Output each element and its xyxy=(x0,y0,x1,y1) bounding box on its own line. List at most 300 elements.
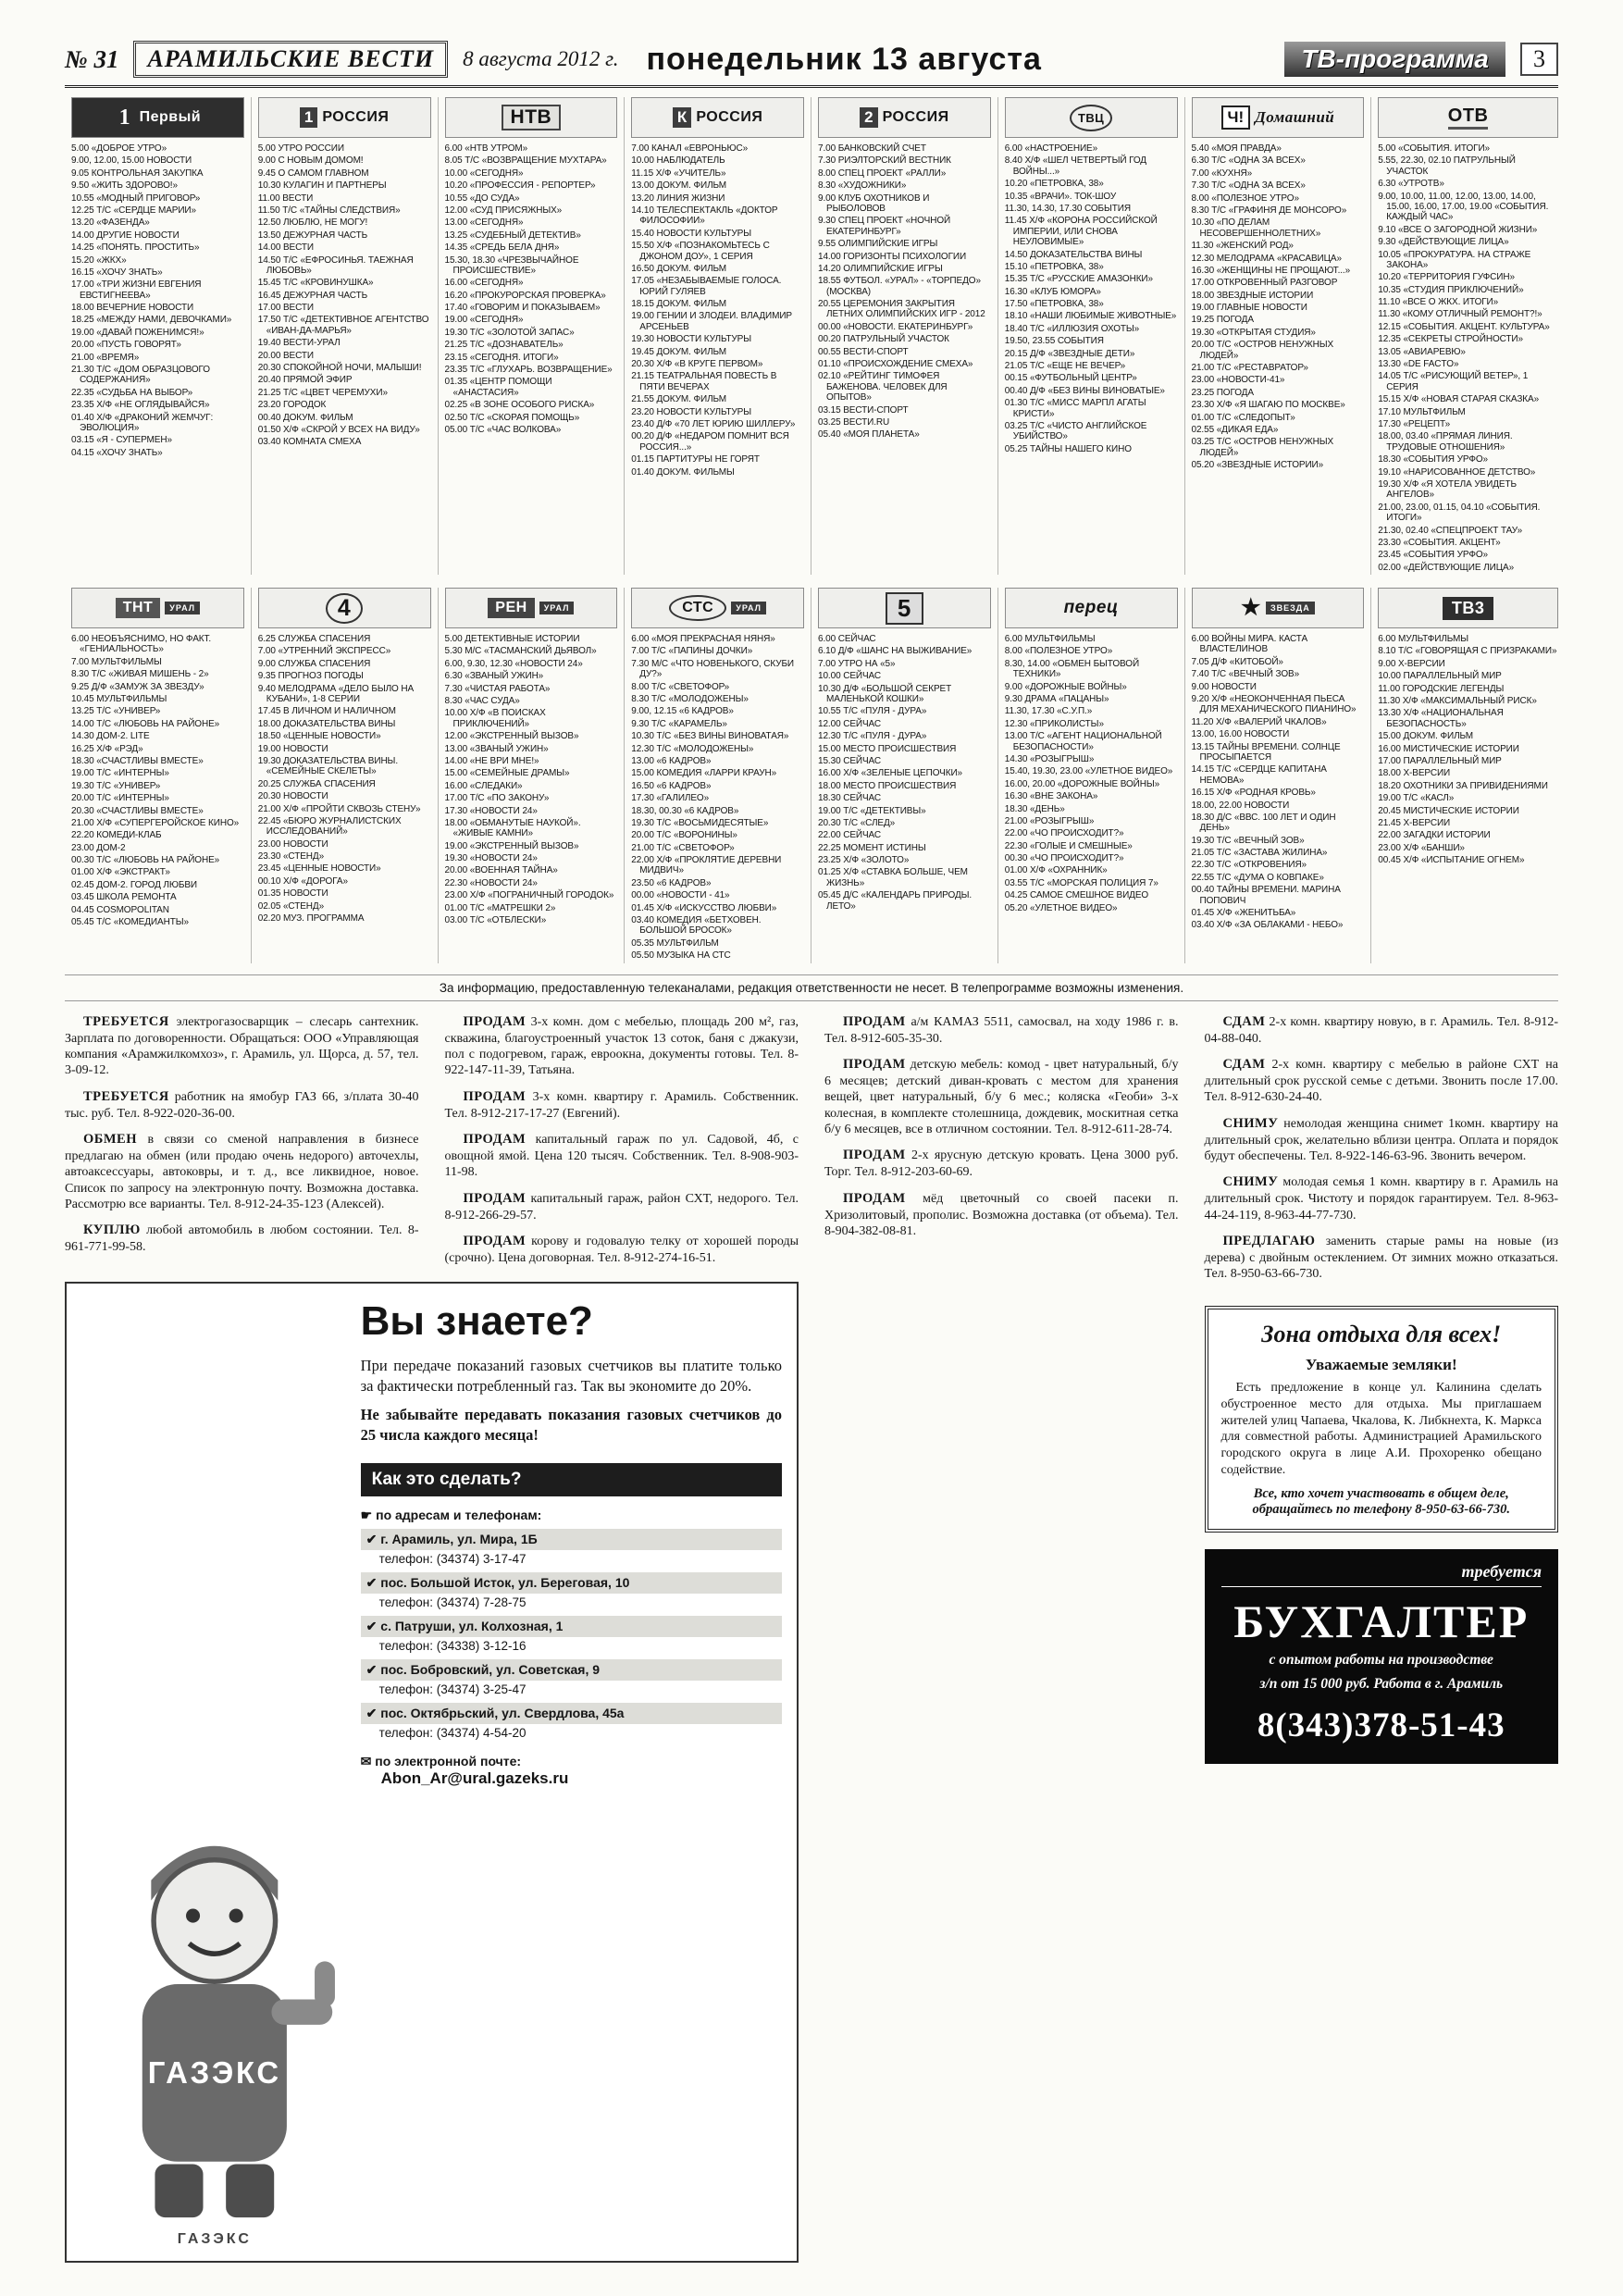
program-entry: 22.55 Т/С «ДУМА О КОВПАКЕ» xyxy=(1191,872,1324,883)
program-entry: 16.00 Х/Ф «ЗЕЛЕНЫЕ ЦЕПОЧКИ» xyxy=(818,768,963,779)
program-entry: 9.45 О САМОМ ГЛАВНОМ xyxy=(257,168,369,179)
program-entry: 10.05 «ПРОКУРАТУРА. НА СТРАЖЕ ЗАКОНА» xyxy=(1378,249,1531,270)
program-entry: 21.00 «РОЗЫГРЫШ» xyxy=(1004,815,1095,826)
channel-logo-text: Домашний xyxy=(1255,108,1335,126)
program-entry: 18.30 «СОБЫТИЯ УРФО» xyxy=(1378,454,1488,465)
program-entry: 05.45 Д/С «КАЛЕНДАРЬ ПРИРОДЫ. ЛЕТО» xyxy=(818,890,973,912)
program-entry: 00.40 ДОКУМ. ФИЛЬМ xyxy=(257,412,353,423)
program-entry: 11.30, 17.30 «С.У.П.» xyxy=(1004,706,1093,717)
channel-logo-sub: УРАЛ xyxy=(731,602,766,614)
program-entry: 18.15 ДОКУМ. ФИЛЬМ xyxy=(631,299,727,310)
ad-category: ПРЕДЛАГАЮ xyxy=(1222,1234,1316,1248)
program-entry: 18.00 МЕСТО ПРОИСШЕСТВИЯ xyxy=(818,780,957,791)
gas-how-title: Как это сделать? xyxy=(361,1463,782,1496)
program-entry: 9.00 «ДОРОЖНЫЕ ВОЙНЫ» xyxy=(1004,681,1127,692)
program-entry: 03.25 Т/С «ОСТРОВ НЕНУЖНЫХ ЛЮДЕЙ» xyxy=(1191,437,1334,458)
program-entry: 23.25 Х/Ф «ЗОЛОТО» xyxy=(818,855,910,866)
program-entry: 22.30 Т/С «ОТКРОВЕНИЯ» xyxy=(1191,860,1307,871)
program-entry: 18.00 ВЕЧЕРНИЕ НОВОСТИ xyxy=(71,303,194,314)
program-entry: 23.15 «СЕГОДНЯ. ИТОГИ» xyxy=(444,352,559,363)
gas-contact-address: ✔ пос. Октябрьский, ул. Свердлова, 45а xyxy=(361,1703,782,1724)
program-entry: 10.00 НАБЛЮДАТЕЛЬ xyxy=(631,155,725,167)
program-entry: 6.00 «НТВ УТРОМ» xyxy=(444,143,528,154)
program-entry: 18.00, 03.40 «ПРЯМАЯ ЛИНИЯ. ТРУДОВЫЕ ОТНОШЕНИЯ» xyxy=(1378,431,1513,453)
program-entry: 03.25 Т/С «ЧИСТО АНГЛИЙСКОЕ УБИЙСТВО» xyxy=(1004,420,1147,442)
gas-contact-phone: телефон: (34374) 3-25-47 xyxy=(378,1682,527,1697)
program-entry: 01.40 Х/Ф «ДРАКОНИЙ ЖЕМЧУГ: ЭВОЛЮЦИЯ» xyxy=(71,412,214,433)
program-entry: 21.00, 23.00, 01.15, 04.10 «СОБЫТИЯ. ИТОГИ» xyxy=(1378,502,1541,524)
program-entry: 11.20 Х/Ф «ВАЛЕРИЙ ЧКАЛОВ» xyxy=(1191,716,1327,727)
gas-email-address: Abon_Ar@ural.gazeks.ru xyxy=(380,1769,569,1788)
program-entry: 17.00 ВЕСТИ xyxy=(257,303,314,314)
gazeks-ad xyxy=(65,1282,799,2263)
program-entry: 20.30 Х/Ф «В КРУГЕ ПЕРВОМ» xyxy=(631,359,763,370)
gas-contact-phone: телефон: (34338) 3-12-16 xyxy=(378,1639,527,1654)
program-entry: 00.45 Х/Ф «ИСПЫТАНИЕ ОГНЕМ» xyxy=(1378,855,1525,866)
program-entry: 9.00, 10.00, 11.00, 12.00, 13.00, 14.00, 15.00, 16.00, 17.00, 19.00 «СОБЫТИЯ. КАЖДЫЙ ЧАС» xyxy=(1378,191,1549,223)
program-entry: 6.00 МУЛЬТФИЛЬМЫ xyxy=(1004,634,1096,645)
program-entry: 00.10 Х/Ф «ДОРОГА» xyxy=(257,875,348,887)
program-entry: 9.20 Х/Ф «НЕОКОНЧЕННАЯ ПЬЕСА ДЛЯ МЕХАНИЧЕСКОГО ПИАНИНО» xyxy=(1191,694,1357,715)
program-entry: 23.30 «СТЕНД» xyxy=(257,851,325,863)
program-entry: 5.00 «ДОБРОЕ УТРО» xyxy=(71,143,167,154)
channel-column xyxy=(998,588,1185,963)
gas-contact-phone: телефон: (34374) 7-28-75 xyxy=(378,1595,527,1610)
program-entry: 03.45 ШКОЛА РЕМОНТА xyxy=(71,892,177,903)
program-entry: 11.30 «КОМУ ОТЛИЧНЫЙ РЕМОНТ?!» xyxy=(1378,309,1542,320)
classified-ad xyxy=(445,1191,799,1223)
ad-category: ТРЕБУЕТСЯ xyxy=(83,1013,169,1029)
program-entry: 18.25 «МЕЖДУ НАМИ, ДЕВОЧКАМИ» xyxy=(71,315,232,326)
accountant-vacancy-ad xyxy=(1205,1549,1559,1764)
program-entry: 15.15 Х/Ф «НОВАЯ СТАРАЯ СКАЗКА» xyxy=(1378,394,1540,405)
program-entry: 05.35 МУЛЬТФИЛЬМ xyxy=(631,937,719,949)
tv-grid-row-2 xyxy=(65,588,1558,963)
gas-contact xyxy=(361,1659,782,1696)
program-entry: 18.55 ФУТБОЛ. «УРАЛ» - «ТОРПЕДО» (МОСКВА) xyxy=(818,276,981,297)
program-entry: 15.30 СЕЙЧАС xyxy=(818,755,882,766)
program-entry: 02.05 «СТЕНД» xyxy=(257,900,325,912)
program-entry: 05.20 «ЗВЕЗДНЫЕ ИСТОРИИ» xyxy=(1191,460,1324,471)
email-icon: ✉ xyxy=(360,1754,372,1769)
program-entry: 12.30 МЕЛОДРАМА «КРАСАВИЦА» xyxy=(1191,253,1342,264)
program-entry: 10.55 «ДО СУДА» xyxy=(444,192,520,204)
program-list xyxy=(631,143,804,478)
program-entry: 19.00 «СЕГОДНЯ» xyxy=(444,315,524,326)
gas-email-row xyxy=(361,1754,782,1769)
program-entry: 03.55 Т/С «МОРСКАЯ ПОЛИЦИЯ 7» xyxy=(1004,877,1158,888)
program-entry: 20.45 МИСТИЧЕСКИЕ ИСТОРИИ xyxy=(1378,805,1519,816)
program-entry: 19.30 НОВОСТИ КУЛЬТУРЫ xyxy=(631,334,751,345)
program-entry: 8.00 «ПОЛЕЗНОЕ УТРО» xyxy=(1004,646,1113,657)
program-entry: 16.45 ДЕЖУРНАЯ ЧАСТЬ xyxy=(257,290,368,301)
program-entry: 22.20 КОМЕДИ-КЛАБ xyxy=(71,830,162,841)
program-entry: 14.50 ДОКАЗАТЕЛЬСТВА ВИНЫ xyxy=(1004,249,1143,260)
channel-logo-badge: К xyxy=(673,107,691,127)
channel-column xyxy=(998,97,1185,575)
issue-date: 8 августа 2012 г. xyxy=(463,47,619,70)
program-entry: 8.40 Х/Ф «ШЕЛ ЧЕТВЕРТЫЙ ГОД ВОЙНЫ...» xyxy=(1004,155,1146,177)
program-entry: 11.30 «ЖЕНСКИЙ РОД» xyxy=(1191,241,1294,252)
program-entry: 02.20 МУЗ. ПРОГРАММА xyxy=(257,913,365,925)
channel-column xyxy=(65,588,252,963)
program-entry: 17.45 В ЛИЧНОМ И НАЛИЧНОМ xyxy=(257,706,396,717)
program-entry: 11.00 ГОРОДСКИЕ ЛЕГЕНДЫ xyxy=(1378,683,1505,694)
program-entry: 16.30 «КЛУБ ЮМОРА» xyxy=(1004,286,1101,297)
program-entry: 8.30 Т/С «ЖИВАЯ МИШЕНЬ - 2» xyxy=(71,669,209,680)
program-entry: 5.40 «МОЯ ПРАВДА» xyxy=(1191,143,1282,154)
program-entry: 23.00 ДОМ-2 xyxy=(71,842,126,853)
channel-logo xyxy=(445,588,618,628)
classified-ad xyxy=(1205,1234,1559,1283)
channel-column xyxy=(65,97,252,575)
program-entry: 17.10 МУЛЬТФИЛЬМ xyxy=(1378,406,1466,417)
vacancy-pre-label: требуется xyxy=(1221,1562,1542,1587)
program-entry: 03.40 КОМЕДИЯ «БЕТХОВЕН. БОЛЬШОЙ БРОСОК» xyxy=(631,915,762,937)
program-entry: 22.45 «БЮРО ЖУРНАЛИСТСКИХ ИССЛЕДОВАНИЙ» xyxy=(257,815,402,838)
program-entry: 21.00 Х/Ф «ПРОЙТИ СКВОЗЬ СТЕНУ» xyxy=(257,803,421,814)
program-entry: 20.30 «СЧАСТЛИВЫ ВМЕСТЕ» xyxy=(71,805,204,816)
program-entry: 00.20 ПАТРУЛЬНЫЙ УЧАСТОК xyxy=(818,334,949,345)
classifieds-column-1 xyxy=(65,1014,419,1277)
ad-category: ТРЕБУЕТСЯ xyxy=(83,1088,169,1104)
program-entry: 16.20 «ПРОКУРОРСКАЯ ПРОВЕРКА» xyxy=(444,290,606,301)
program-entry: 18.30, 00.30 «6 КАДРОВ» xyxy=(631,805,739,816)
gas-contact-phone: телефон: (34374) 4-54-20 xyxy=(378,1726,527,1741)
program-entry: 03.00 Т/С «ОТБЛЕСКИ» xyxy=(444,915,547,926)
program-entry: 19.00 ГЛАВНЫЕ НОВОСТИ xyxy=(1191,303,1307,314)
program-entry: 22.35 «СУДЬБА НА ВЫБОР» xyxy=(71,387,193,398)
program-entry: 16.50 ДОКУМ. ФИЛЬМ xyxy=(631,263,727,274)
program-entry: 6.00 СЕЙЧАС xyxy=(818,634,876,645)
program-entry: 12.25 Т/С «СЕРДЦЕ МАРИИ» xyxy=(71,205,196,216)
program-entry: 17.30 «ГАЛИЛЕО» xyxy=(631,793,710,804)
classified-ad xyxy=(1205,1174,1559,1223)
classifieds-column-3 xyxy=(824,1014,1179,2263)
program-entry: 20.15 Д/Ф «ЗВЕЗДНЫЕ ДЕТИ» xyxy=(1004,348,1135,359)
program-entry: 23.00 Х/Ф «БАНШИ» xyxy=(1378,842,1465,853)
program-entry: 01.00 Х/Ф «ЭКСТРАКТ» xyxy=(71,867,170,878)
program-entry: 02.00 «ДЕЙСТВУЮЩИЕ ЛИЦА» xyxy=(1378,562,1515,573)
program-entry: 22.00 Х/Ф «ПРОКЛЯТИЕ ДЕРЕВНИ МИДВИЧ» xyxy=(631,855,782,876)
program-entry: 01.15 ПАРТИТУРЫ НЕ ГОРЯТ xyxy=(631,454,760,465)
ad-text: электрогазосварщик – слесарь сантехник. Зарплата по договоренности. Обращаться: ООО «Управляющая компания «Арамжилкомхоз», г. Арамиль, ул. Щорса, д. 57, тел. 3-09-12. xyxy=(65,1014,419,1078)
channel-logo-text: 4 xyxy=(326,593,363,624)
program-list xyxy=(71,143,244,458)
program-list xyxy=(1192,143,1365,471)
program-entry: 13.00, 16.00 НОВОСТИ xyxy=(1191,729,1290,740)
program-entry: 19.10 «НАРИСОВАННОЕ ДЕТСТВО» xyxy=(1378,466,1536,478)
classified-ad xyxy=(445,1089,799,1122)
program-entry: 15.45 Т/С «КРОВИНУШКА» xyxy=(257,278,374,289)
channel-column xyxy=(439,97,626,575)
program-entry: 10.00 ПАРАЛЛЕЛЬНЫЙ МИР xyxy=(1378,671,1502,682)
channel-column xyxy=(812,588,998,963)
program-entry: 12.50 ЛЮБЛЮ, НЕ МОГУ! xyxy=(257,217,368,229)
program-entry: 19.45 ДОКУМ. ФИЛЬМ xyxy=(631,346,727,357)
channel-logo xyxy=(71,97,244,138)
classified-ad xyxy=(65,1089,419,1122)
ad-category: ПРОДАМ xyxy=(843,1013,906,1029)
newspaper-title: АРАМИЛЬСКИЕ ВЕСТИ xyxy=(133,41,448,78)
channel-logo-text: РОССИЯ xyxy=(696,109,763,125)
program-entry: 21.00 Т/С «РЕСТАВРАТОР» xyxy=(1191,363,1308,374)
program-entry: 11.10 «ВСЕ О ЖКХ. ИТОГИ» xyxy=(1378,297,1499,308)
page-number: 3 xyxy=(1520,43,1558,76)
program-entry: 14.50 Т/С «ЕФРОСИНЬЯ. ТАЕЖНАЯ ЛЮБОВЬ» xyxy=(257,254,414,276)
program-entry: 21.00 Х/Ф «СУПЕРГЕРОЙСКОЕ КИНО» xyxy=(71,817,240,828)
program-entry: 7.00 КАНАЛ «ЕВРОНЬЮС» xyxy=(631,143,749,154)
program-entry: 5.00 ДЕТЕКТИВНЫЕ ИСТОРИИ xyxy=(444,634,580,645)
program-entry: 20.00 Т/С «ОСТРОВ НЕНУЖНЫХ ЛЮДЕЙ» xyxy=(1191,340,1334,361)
channel-column xyxy=(1371,97,1558,575)
program-entry: 16.00 «СЛЕДАКИ» xyxy=(444,780,523,791)
program-entry: 6.00 «МОЯ ПРЕКРАСНАЯ НЯНЯ» xyxy=(631,634,775,645)
program-entry: 00.40 ТАЙНЫ ВРЕМЕНИ. МАРИНА ПОПОВИЧ xyxy=(1191,885,1341,906)
program-entry: 16.00 МИСТИЧЕСКИЕ ИСТОРИИ xyxy=(1378,743,1519,754)
program-entry: 16.30 «ВНЕ ЗАКОНА» xyxy=(1004,791,1098,802)
program-entry: 23.25 ПОГОДА xyxy=(1191,387,1254,398)
gas-worker-mascot-icon xyxy=(81,1809,348,2228)
program-entry: 17.50 «ПЕТРОВКА, 38» xyxy=(1004,299,1104,310)
ad-text: любой автомобиль в любом состоянии. Тел. 8-961-771-99-58. xyxy=(65,1223,419,1255)
gas-contact-intro-label: по адресам и телефонам: xyxy=(376,1508,542,1523)
ad-category: ПРОДАМ xyxy=(843,1190,906,1206)
channel-logo xyxy=(1192,97,1365,138)
program-entry: 9.55 ОЛИМПИЙСКИЕ ИГРЫ xyxy=(818,239,938,250)
program-entry: 16.15 Х/Ф «РОДНАЯ КРОВЬ» xyxy=(1191,788,1316,799)
program-entry: 20.00 «ВОЕННАЯ ТАЙНА» xyxy=(444,865,558,876)
program-entry: 19.30 ДОКАЗАТЕЛЬСТВА ВИНЫ. «СЕМЕЙНЫЕ СКЕЛЕТЫ» xyxy=(257,755,398,777)
program-entry: 8.00 «ПОЛЕЗНОЕ УТРО» xyxy=(1191,192,1299,204)
program-entry: 23.35 Х/Ф «НЕ ОГЛЯДЫВАЙСЯ» xyxy=(71,400,210,411)
program-entry: 19.30 Т/С «ВОСЬМИДЕСЯТЫЕ» xyxy=(631,817,769,828)
program-entry: 15.00 КОМЕДИЯ «ЛАРРИ КРАУН» xyxy=(631,768,777,779)
program-entry: 7.00 МУЛЬТФИЛЬМЫ xyxy=(71,656,162,667)
program-entry: 11.45 Х/Ф «КОРОНА РОССИЙСКОЙ ИМПЕРИИ, ИЛИ СНОВА НЕУЛОВИМЫЕ» xyxy=(1004,216,1158,248)
program-entry: 11.30, 14.30, 17.30 СОБЫТИЯ xyxy=(1004,203,1131,214)
program-entry: 15.00 ДОКУМ. ФИЛЬМ xyxy=(1378,731,1474,742)
masthead xyxy=(65,41,1558,88)
program-entry: 7.00 «КУХНЯ» xyxy=(1191,168,1253,179)
channel-logo-text: ОТВ xyxy=(1448,105,1489,130)
program-entry: 17.30 «НОВОСТИ 24» xyxy=(444,805,538,816)
program-entry: 10.35 «СТУДИЯ ПРИКЛЮЧЕНИЙ» xyxy=(1378,284,1524,295)
program-entry: 9.30 «ДЕЙСТВУЮЩИЕ ЛИЦА» xyxy=(1378,237,1509,248)
program-entry: 05.25 ТАЙНЫ НАШЕГО КИНО xyxy=(1004,443,1132,454)
zone-ad-subtitle: Уважаемые земляки! xyxy=(1305,1355,1457,1373)
program-list xyxy=(1192,634,1365,931)
ad-text: работник на ямобур ГАЗ 66, з/плата 30-40 тыс. руб. Тел. 8-922-020-36-00. xyxy=(65,1089,419,1121)
program-list xyxy=(818,634,991,912)
channel-column xyxy=(252,588,439,963)
program-entry: 12.00 СЕЙЧАС xyxy=(818,718,882,729)
ad-text: 2-х ярусную детскую кровать. Цена 3000 руб. Торг. Тел. 8-912-203-60-69. xyxy=(824,1148,1179,1180)
program-entry: 19.30 Т/С «ЗОЛОТОЙ ЗАПАС» xyxy=(444,327,575,338)
channel-logo-sub: УРАЛ xyxy=(539,602,575,614)
vacancy-title: БУХГАЛТЕР xyxy=(1233,1595,1530,1648)
program-entry: 6.00 «НАСТРОЕНИЕ» xyxy=(1004,143,1098,154)
program-entry: 21.05 Т/С «ЕЩЕ НЕ ВЕЧЕР» xyxy=(1004,361,1126,372)
program-entry: 7.00 Т/С «ПАПИНЫ ДОЧКИ» xyxy=(631,646,753,657)
program-entry: 6.00 ВОЙНЫ МИРА. КАСТА ВЛАСТЕЛИНОВ xyxy=(1191,634,1308,655)
program-entry: 02.45 ДОМ-2. ГОРОД ЛЮБВИ xyxy=(71,879,198,890)
program-entry: 15.10 «ПЕТРОВКА, 38» xyxy=(1004,261,1104,272)
program-entry: 17.05 «НЕЗАБЫВАЕМЫЕ ГОЛОСА. ЮРИЙ ГУЛЯЕВ xyxy=(631,276,782,297)
program-entry: 15.35 Т/С «РУССКИЕ АМАЗОНКИ» xyxy=(1004,274,1153,285)
program-entry: 9.00, 12.00, 15.00 НОВОСТИ xyxy=(71,155,192,167)
program-entry: 8.00 Т/С «СВЕТОФОР» xyxy=(631,681,730,692)
program-entry: 01.00 Т/С «СЛЕДОПЫТ» xyxy=(1191,412,1295,423)
zone-ad-footer: Все, кто хочет участвовать в общем деле, обращайтесь по телефону 8-950-63-66-730. xyxy=(1252,1486,1510,1518)
classifieds-column-4-ads xyxy=(1205,1014,1559,1293)
pointer-icon: ☛ xyxy=(360,1508,373,1523)
program-entry: 01.00 Х/Ф «ОХРАННИК» xyxy=(1004,865,1108,876)
gazeks-ad-content xyxy=(361,1298,782,2248)
program-entry: 20.30 НОВОСТИ xyxy=(257,791,328,802)
gas-email-label: по электронной почте: xyxy=(375,1754,522,1769)
ad-category: ПРОДАМ xyxy=(463,1088,527,1104)
program-entry: 20.00 ВЕСТИ xyxy=(257,350,314,361)
program-entry: 10.45 МУЛЬТФИЛЬМЫ xyxy=(71,694,167,705)
program-entry: 22.00 ЗАГАДКИ ИСТОРИИ xyxy=(1378,830,1491,841)
program-entry: 00.30 «ЧО ПРОИСХОДИТ?» xyxy=(1004,853,1124,864)
classified-ad xyxy=(65,1132,419,1212)
program-entry: 17.00 «ТРИ ЖИЗНИ ЕВГЕНИЯ ЕВСТИГНЕЕВА» xyxy=(71,279,202,301)
classified-ad xyxy=(65,1014,419,1079)
channel-logo-badge: Ч! xyxy=(1221,105,1251,129)
program-entry: 19.50, 23.55 СОБЫТИЯ xyxy=(1004,336,1104,347)
program-entry: 9.05 КОНТРОЛЬНАЯ ЗАКУПКА xyxy=(71,168,204,179)
program-entry: 19.30 Х/Ф «Я ХОТЕЛА УВИДЕТЬ АНГЕЛОВ» xyxy=(1378,478,1517,501)
program-entry: 01.10 «ПРОИСХОЖДЕНИЕ СМЕХА» xyxy=(818,359,973,370)
program-entry: 22.25 МОМЕНТ ИСТИНЫ xyxy=(818,842,926,853)
program-entry: 23.45 «ЦЕННЫЕ НОВОСТИ» xyxy=(257,863,381,875)
ad-category: ПРОДАМ xyxy=(463,1131,527,1147)
program-entry: 05.20 «УЛЕТНОЕ ВИДЕО» xyxy=(1004,902,1118,913)
gas-contact xyxy=(361,1616,782,1653)
program-entry: 7.05 Д/Ф «КИТОБОЙ» xyxy=(1191,656,1283,667)
channel-logo xyxy=(818,588,991,628)
channel-column xyxy=(625,97,812,575)
program-entry: 20.00 Т/С «ВОРОНИНЫ» xyxy=(631,830,737,841)
program-entry: 16.15 «ХОЧУ ЗНАТЬ» xyxy=(71,267,163,278)
program-entry: 21.25 Т/С «ДОЗНАВАТЕЛЬ» xyxy=(444,340,564,351)
channel-logo xyxy=(1378,97,1558,138)
vacancy-line-1: с опытом работы на производстве xyxy=(1269,1652,1493,1669)
program-entry: 15.00 МЕСТО ПРОИСШЕСТВИЯ xyxy=(818,743,957,754)
program-entry: 00.00 «НОВОСТИ - 41» xyxy=(631,890,730,901)
day-title: понедельник 13 августа xyxy=(646,41,1042,77)
program-entry: 8.30 Т/С «ГРАФИНЯ ДЕ МОНСОРО» xyxy=(1191,205,1347,216)
program-entry: 16.00 «СЕГОДНЯ» xyxy=(444,278,524,289)
program-entry: 9.35 ПРОГНОЗ ПОГОДЫ xyxy=(257,671,364,682)
program-entry: 19.30 «НОВОСТИ 24» xyxy=(444,853,538,864)
program-entry: 15.50 Х/Ф «ПОЗНАКОМЬТЕСЬ С ДЖОНОМ ДОУ», 1 СЕРИЯ xyxy=(631,241,770,262)
program-entry: 13.00 Т/С «АГЕНТ НАЦИОНАЛЬНОЙ БЕЗОПАСНОСТИ» xyxy=(1004,731,1162,752)
program-entry: 00.55 ВЕСТИ-СПОРТ xyxy=(818,346,909,357)
program-entry: 5.30 М/С «ТАСМАНСКИЙ ДЬЯВОЛ» xyxy=(444,646,597,657)
channel-logo xyxy=(71,588,244,628)
program-entry: 23.30 «СОБЫТИЯ. АКЦЕНТ» xyxy=(1378,537,1501,548)
program-entry: 17.00 ПАРАЛЛЕЛЬНЫЙ МИР xyxy=(1378,755,1502,766)
gazeks-mascot xyxy=(81,1298,348,2248)
program-entry: 18.20 ОХОТНИКИ ЗА ПРИВИДЕНИЯМИ xyxy=(1378,780,1548,791)
program-entry: 13.30 «DE FACTO» xyxy=(1378,359,1459,370)
channel-column xyxy=(1185,97,1372,575)
program-entry: 12.00 «СУД ПРИСЯЖНЫХ» xyxy=(444,205,563,216)
program-entry: 23.30 Х/Ф «Я ШАГАЮ ПО МОСКВЕ» xyxy=(1191,400,1345,411)
channel-logo xyxy=(818,97,991,138)
program-entry: 13.20 «ФАЗЕНДА» xyxy=(71,217,150,229)
channel-logo-text: ТВ3 xyxy=(1443,597,1494,620)
program-entry: 13.00 «6 КАДРОВ» xyxy=(631,755,712,766)
program-list xyxy=(1378,143,1558,573)
program-entry: 9.00 СЛУЖБА СПАСЕНИЯ xyxy=(257,658,371,669)
program-entry: 16.30 «ЖЕНЩИНЫ НЕ ПРОЩАЮТ...» xyxy=(1191,265,1351,276)
classifieds-section xyxy=(65,1014,1558,2263)
gas-ad-paragraph-1: При передаче показаний газовых счетчиков вы платите только за фактически потребленный газ. Так вы экономите до 20%. xyxy=(360,1357,782,1395)
tv-grid-row-1 xyxy=(65,97,1558,575)
program-entry: 12.30 Т/С «ПУЛЯ - ДУРА» xyxy=(818,731,927,742)
channel-logo-text: РОССИЯ xyxy=(882,109,949,125)
gas-contact xyxy=(361,1572,782,1609)
classified-ad xyxy=(1205,1057,1559,1106)
channel-logo xyxy=(1005,97,1178,138)
channel-logo xyxy=(258,97,431,138)
ad-category: ПРОДАМ xyxy=(843,1148,906,1163)
program-entry: 01.45 Х/Ф «ЖЕНИТЬБА» xyxy=(1191,908,1296,919)
program-entry: 22.00 СЕЙЧАС xyxy=(818,830,882,841)
ad-text: в связи со сменой направления в бизнесе предлагаю на обмен (или продаю очень недорого) авточехлы, автоаксессуары, автоковры, и т. д., все ликвидное, новое. Список по запросу на электронную почту. Возможна доставка. Рассмотрю все варианты. Тел. 8-912-24-35-123 (Алексей). xyxy=(65,1132,419,1212)
channel-column xyxy=(812,97,998,575)
program-entry: 03.25 ВЕСТИ.RU xyxy=(818,416,890,428)
classified-ad xyxy=(1205,1116,1559,1165)
program-entry: 14.25 «ПОНЯТЬ. ПРОСТИТЬ» xyxy=(71,242,200,254)
program-list xyxy=(818,143,991,441)
program-entry: 6.00 МУЛЬТФИЛЬМЫ xyxy=(1378,634,1469,645)
program-entry: 7.30 «ЧИСТАЯ РАБОТА» xyxy=(444,683,551,694)
program-entry: 7.30 Т/С «ОДНА ЗА ВСЕХ» xyxy=(1191,180,1306,192)
program-entry: 01.45 Х/Ф «ИСКУССТВО ЛЮБВИ» xyxy=(631,902,777,913)
zone-ad-title: Зона отдыха для всех! xyxy=(1261,1320,1502,1347)
program-entry: 20.00 «ПУСТЬ ГОВОРЯТ» xyxy=(71,340,181,351)
program-entry: 05.45 Т/С «КОМЕДИАНТЫ» xyxy=(71,917,189,928)
program-entry: 10.55 «МОДНЫЙ ПРИГОВОР» xyxy=(71,192,201,204)
program-entry: 10.00 «СЕГОДНЯ» xyxy=(444,168,524,179)
zone-ad-body: Есть предложение в конце ул. Калинина сделать обустроенное место для отдыха. Мы приглашаем жителей улиц Чапаева, Чкалова, К. Либкнехта, К. Маркса для совместной работы. Администрацией Арамильского городского округа в лице А.И. Прохоренко обещано содействие. xyxy=(1220,1380,1542,1478)
channel-logo-text: РОССИЯ xyxy=(322,109,390,125)
channel-logo-text: перец xyxy=(1063,598,1119,618)
program-entry: 19.00 ГЕНИИ И ЗЛОДЕИ. ВЛАДИМИР АРСЕНЬЕВ xyxy=(631,311,792,332)
program-entry: 03.40 Х/Ф «ЗА ОБЛАКАМИ - НЕБО» xyxy=(1191,920,1344,931)
program-entry: 14.00 ВЕСТИ xyxy=(257,242,314,254)
program-entry: 15.00 «СЕМЕЙНЫЕ ДРАМЫ» xyxy=(444,768,570,779)
gas-contact-address: ✔ пос. Большой Исток, ул. Береговая, 10 xyxy=(361,1572,782,1594)
program-entry: 22.30 «НОВОСТИ 24» xyxy=(444,877,538,888)
program-entry: 7.00 БАНКОВСКИЙ СЧЕТ xyxy=(818,143,926,154)
program-entry: 02.55 «ДИКАЯ ЕДА» xyxy=(1191,424,1279,435)
program-entry: 23.00 НОВОСТИ xyxy=(257,838,328,850)
classified-ad xyxy=(824,1191,1179,1240)
program-entry: 22.30 «ГОЛЫЕ И СМЕШНЫЕ» xyxy=(1004,840,1133,851)
program-entry: 00.00 «НОВОСТИ. ЕКАТЕРИНБУРГ» xyxy=(818,321,973,332)
program-entry: 05.00 Т/С «ЧАС ВОЛКОВА» xyxy=(444,424,562,435)
ad-text: корову и годовалую телку от хорошей породы (срочно). Цена договорная. Тел. 8-912-274-16-51. xyxy=(444,1235,799,1265)
classifieds-column-4 xyxy=(1205,1014,1559,2263)
program-entry: 9.00 Х-ВЕРСИИ xyxy=(1378,658,1445,669)
program-entry: 12.00 «ЭКСТРЕННЫЙ ВЫЗОВ» xyxy=(444,731,579,742)
